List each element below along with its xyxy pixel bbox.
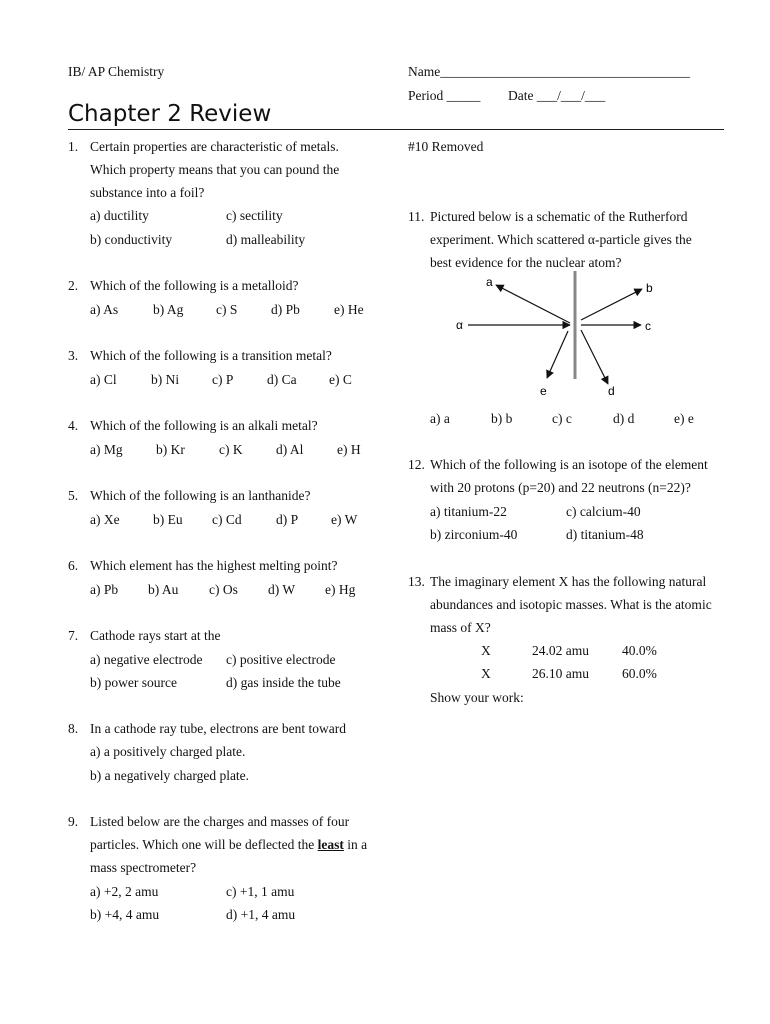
question-number: 11.	[408, 209, 425, 224]
option-b: b) Ni	[151, 372, 180, 387]
emphasis-word: least	[317, 837, 344, 852]
option-b: b) Kr	[156, 442, 185, 457]
alpha-label: α	[456, 318, 463, 332]
option-c: c) Os	[209, 582, 238, 597]
option-c: c) sectility	[226, 208, 283, 223]
path-e-arrow	[547, 331, 568, 378]
option-a: a) a	[430, 411, 450, 426]
option-e: e) Hg	[325, 582, 356, 597]
option-d: d) +1, 4 amu	[226, 907, 296, 922]
option-e: e) H	[337, 442, 361, 457]
question-number: 4.	[68, 418, 79, 433]
question-number: 3.	[68, 348, 79, 363]
question-text: experiment. Which scattered α-particle gives the	[430, 232, 692, 247]
question-text: Which of the following is a transition metal?	[90, 348, 332, 363]
question-text: Cathode rays start at the	[90, 628, 221, 643]
option-a: a) Cl	[90, 372, 117, 387]
question-text-part: in a	[343, 837, 368, 852]
question-number: 5.	[68, 488, 79, 503]
option-b: b) conductivity	[90, 232, 173, 247]
label-a: a	[486, 275, 493, 289]
option-d: d) d	[613, 411, 635, 426]
isotope-abundance: 40.0%	[622, 643, 657, 658]
date-line: Date ___/___/___	[508, 88, 606, 103]
option-c: c) positive electrode	[226, 652, 336, 667]
option-a: a) titanium-22	[430, 504, 507, 519]
option-d: d) titanium-48	[566, 527, 644, 542]
option-b: b) zirconium-40	[430, 527, 518, 542]
option-c: c) calcium-40	[566, 504, 641, 519]
question-text: substance into a foil?	[90, 185, 205, 200]
option-a: a) ductility	[90, 208, 149, 223]
page-title: Chapter 2 Review	[68, 101, 272, 127]
option-e: e) W	[331, 512, 358, 527]
question-number: 13.	[408, 574, 425, 589]
option-b: b) b	[491, 411, 513, 426]
question-text: abundances and isotopic masses. What is the atomic	[430, 597, 712, 612]
option-d: d) malleability	[226, 232, 306, 247]
question-text-part: particles. Which one will be deflected the	[90, 837, 318, 852]
question-text	[90, 837, 367, 853]
option-e: e) He	[334, 302, 364, 317]
option-b: b) Eu	[153, 512, 183, 527]
option-d: d) Ca	[267, 372, 297, 387]
isotope-mass: 26.10 amu	[532, 666, 589, 681]
title-divider	[68, 129, 724, 130]
question-text: Listed below are the charges and masses of four	[90, 814, 350, 829]
option-e: e) C	[329, 372, 352, 387]
question-text: In a cathode ray tube, electrons are bent toward	[90, 721, 347, 736]
path-a-arrow	[496, 285, 570, 323]
label-b: b	[646, 281, 653, 295]
option-c: c) c	[552, 411, 572, 426]
option-b: b) Au	[148, 582, 179, 597]
question-number: 8.	[68, 721, 79, 736]
option-c: c) S	[216, 302, 238, 317]
option-c: c) K	[219, 442, 243, 457]
option-a: a) Pb	[90, 582, 119, 597]
option-d: d) gas inside the tube	[226, 675, 341, 690]
period-line: Period _____	[408, 88, 481, 103]
question-text: Which of the following is an lanthanide?	[90, 488, 311, 503]
course-label: IB/ AP Chemistry	[68, 64, 165, 79]
label-c: c	[645, 319, 651, 333]
option-d: d) P	[276, 512, 299, 527]
question-number: 1.	[68, 139, 79, 154]
option-b: b) power source	[90, 675, 177, 690]
rutherford-diagram	[440, 265, 680, 405]
option-b: b) Ag	[153, 302, 184, 317]
isotope-symbol: X	[481, 643, 491, 658]
question-text: Pictured below is a schematic of the Rutherford	[430, 209, 688, 224]
isotope-symbol: X	[481, 666, 491, 681]
isotope-mass: 24.02 amu	[532, 643, 589, 658]
option-a: a) negative electrode	[90, 652, 203, 667]
question-10-removed: #10 Removed	[408, 139, 484, 154]
path-b-arrow	[581, 289, 642, 320]
question-text: Which of the following is an alkali metal?	[90, 418, 318, 433]
label-e: e	[540, 384, 547, 398]
option-b: b) a negatively charged plate.	[90, 768, 250, 783]
question-text: with 20 protons (p=20) and 22 neutrons (n=22)?	[430, 480, 691, 495]
option-a: a) +2, 2 amu	[90, 884, 159, 899]
question-text: mass spectrometer?	[90, 860, 197, 875]
question-text: Which element has the highest melting point?	[90, 558, 338, 573]
question-text: Which of the following is an isotope of the element	[430, 457, 708, 472]
option-c: c) P	[212, 372, 234, 387]
question-text: The imaginary element X has the following natural	[430, 574, 707, 589]
isotope-abundance: 60.0%	[622, 666, 657, 681]
option-b: b) +4, 4 amu	[90, 907, 160, 922]
question-number: 2.	[68, 278, 79, 293]
path-d-arrow	[581, 330, 608, 384]
show-work-label: Show your work:	[430, 690, 524, 705]
name-line: Name_____________________________________	[408, 64, 690, 79]
question-text: mass of X?	[430, 620, 491, 635]
option-a: a) Mg	[90, 442, 123, 457]
question-number: 12.	[408, 457, 425, 472]
option-d: d) W	[268, 582, 296, 597]
label-d: d	[608, 384, 615, 398]
option-e: e) e	[674, 411, 694, 426]
question-number: 9.	[68, 814, 79, 829]
question-text: Certain properties are characteristic of metals.	[90, 139, 339, 154]
option-c: c) +1, 1 amu	[226, 884, 295, 899]
question-text: Which of the following is a metalloid?	[90, 278, 299, 293]
option-c: c) Cd	[212, 512, 242, 527]
option-d: d) Pb	[271, 302, 300, 317]
question-number: 6.	[68, 558, 79, 573]
question-text: Which property means that you can pound the	[90, 162, 340, 177]
option-d: d) Al	[276, 442, 304, 457]
option-a: a) Xe	[90, 512, 120, 527]
option-a: a) a positively charged plate.	[90, 744, 246, 759]
option-a: a) As	[90, 302, 119, 317]
question-text: best evidence for the nuclear atom?	[430, 255, 622, 270]
question-number: 7.	[68, 628, 79, 643]
